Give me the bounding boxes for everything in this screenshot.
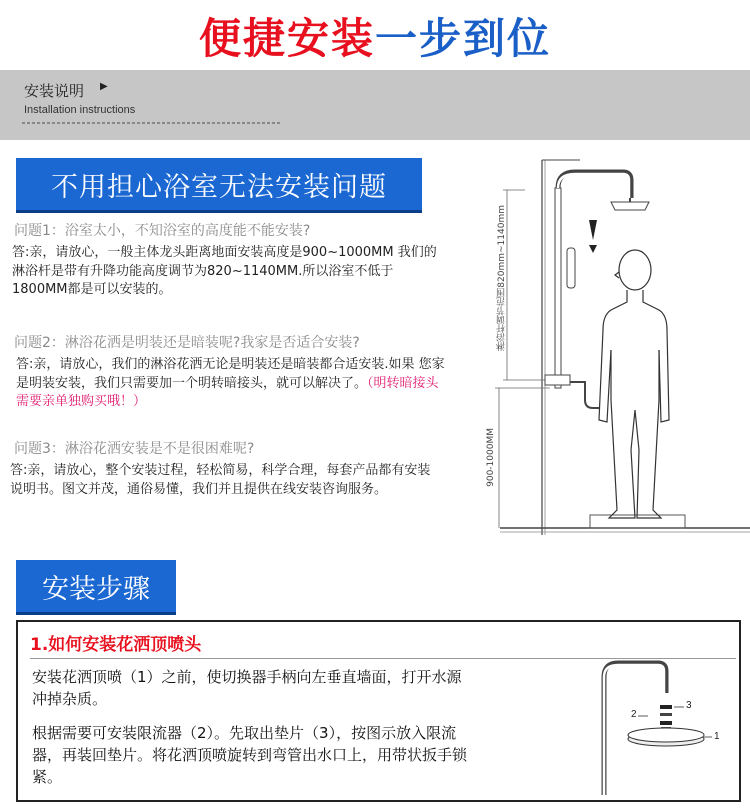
answer-1: 答:亲，请放心，一般主体龙头距离地面安装高度是900~1000MM 我们的淋浴杆是带有升降功能高度调节为820~1140MM.所以浴室不低于1800MM都是可以安装的。 xyxy=(12,245,437,297)
answer-3: 答:亲，请放心，整个安装过程，轻松简易，科学合理，每套产品都有安装说明书。图文并茂，通俗易懂，我们并且提供在线安装咨询服务。 xyxy=(10,463,431,497)
part-label-3: 3 xyxy=(686,700,692,711)
question-3: 问题3：淋浴花洒安装是不是很困难呢? xyxy=(14,441,255,457)
step-1-paragraph-1: 安装花洒顶喷（1）之前，使切换器手柄向左垂直墙面，打开水源冲掉杂质。 xyxy=(32,668,462,708)
title-red-part: 便捷安装 xyxy=(198,14,375,63)
answer-2-note: （明转暗接头需要亲单独购买哦！） xyxy=(16,375,439,409)
height-dimension-label: 900-1000MM xyxy=(486,428,496,487)
steps-header: 安装步骤 xyxy=(16,560,176,615)
step-1-title: 1.如何安装花洒顶喷头 xyxy=(30,635,202,655)
answer-2 xyxy=(16,356,446,412)
caret-right-icon: ▶ xyxy=(100,81,108,92)
shower-head-assembly-diagram xyxy=(600,655,740,795)
decorative-dots xyxy=(22,122,282,124)
title-blue-part: 一步到位 xyxy=(375,14,552,63)
part-label-1: 1 xyxy=(714,731,720,742)
question-2: 问题2：淋浴花洒是明装还是暗装呢?我家是否适合安装? xyxy=(14,335,360,351)
answer-2-text: 答:亲，请放心，我们的淋浴花洒无论是明装还是暗装都合适安装.如果 您家是明装安装，我们只需要加一个明转暗接头，就可以解决了。 xyxy=(16,357,445,391)
step-1-paragraph-2: 根据需要可安装限流器（2）。先取出垫片（3），按图示放入限流器，再装回垫片。将花洒顶喷旋转到弯管出水口上，用带状扳手锁紧。 xyxy=(32,724,468,786)
part-label-2: 2 xyxy=(631,709,637,720)
worry-header: 不用担心浴室无法安装问题 xyxy=(16,158,422,213)
install-subheading: Installation instructions xyxy=(24,104,136,116)
shower-height-diagram xyxy=(485,150,750,545)
page-title xyxy=(0,6,750,66)
install-heading: 安装说明 xyxy=(24,82,85,100)
question-1: 问题1：浴室太小，不知浴室的高度能不能安装? xyxy=(14,223,311,239)
range-dimension-label: 淋浴杆调节范围820mm~1140mm xyxy=(497,205,507,351)
